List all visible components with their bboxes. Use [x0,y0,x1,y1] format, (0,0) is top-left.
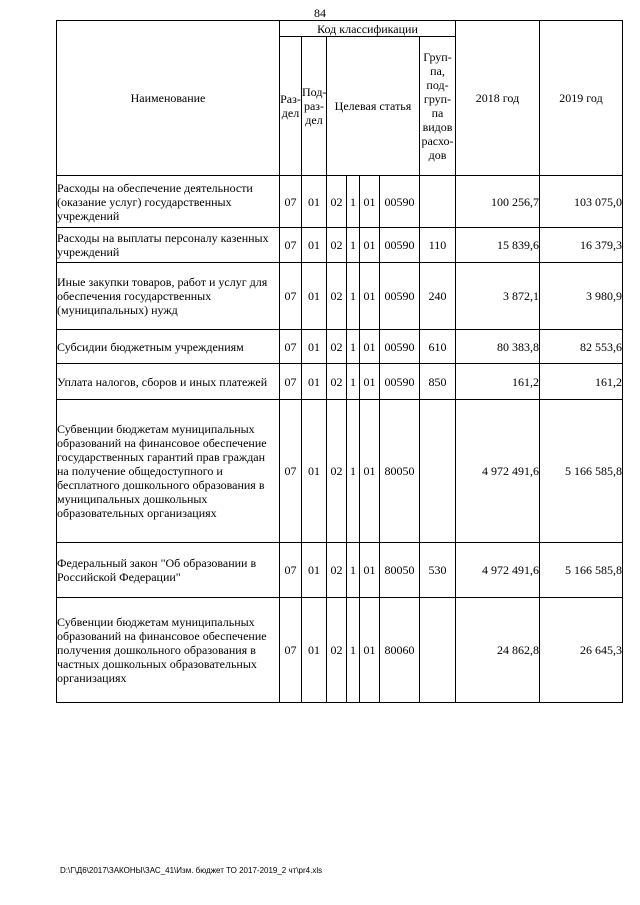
column-header-2018: 2018 год [456,21,540,176]
row-target-1: 02 [327,364,347,400]
column-header-target: Целевая статья [327,37,420,176]
row-target-3: 01 [360,400,380,543]
row-section: 07 [280,330,302,364]
row-subsection: 01 [302,176,327,228]
row-value-2019: 161,2 [540,364,623,400]
row-value-2019: 103 075,0 [540,176,623,228]
row-name: Иные закупки товаров, работ и услуг для обеспечения государственных (муниципальных) нужд [57,263,280,330]
row-subsection: 01 [302,263,327,330]
column-header-classification: Код классификации [280,21,456,37]
row-target-4: 00590 [380,364,420,400]
row-value-2018: 24 862,8 [456,598,540,703]
row-name: Субвенции бюджетам муниципальных образований на финансовое обеспечение государственных гарантий прав граждан на получение общедоступного и бесплатного дошкольного образования в муниципальных дошкольных образовательных организациях [57,400,280,543]
row-subsection: 01 [302,543,327,598]
row-target-4: 00590 [380,176,420,228]
row-target-1: 02 [327,228,347,263]
table-row [57,543,623,598]
row-value-2018: 15 839,6 [456,228,540,263]
table-row [57,598,623,703]
row-name: Расходы на обеспечение деятельности (оказание услуг) государственных учреждений [57,176,280,228]
row-target-4: 80050 [380,543,420,598]
row-value-2018: 161,2 [456,364,540,400]
row-group [420,176,456,228]
row-target-2: 1 [347,176,360,228]
row-section: 07 [280,228,302,263]
row-group: 110 [420,228,456,263]
row-value-2019: 26 645,3 [540,598,623,703]
page-number: 84 [314,6,326,20]
table-row [57,176,623,228]
row-subsection: 01 [302,364,327,400]
row-name: Расходы на выплаты персоналу казенных учреждений [57,228,280,263]
row-target-1: 02 [327,330,347,364]
row-target-1: 02 [327,263,347,330]
row-target-1: 02 [327,543,347,598]
row-group [420,598,456,703]
row-group: 610 [420,330,456,364]
row-target-3: 01 [360,263,380,330]
row-value-2019: 5 166 585,8 [540,400,623,543]
column-header-expense-group: Груп- па, под- груп- па видов расхо- дов [420,37,456,176]
row-value-2018: 3 872,1 [456,263,540,330]
row-section: 07 [280,263,302,330]
row-group: 530 [420,543,456,598]
row-section: 07 [280,400,302,543]
row-section: 07 [280,598,302,703]
table-row [57,364,623,400]
row-target-3: 01 [360,228,380,263]
row-target-3: 01 [360,543,380,598]
row-group: 240 [420,263,456,330]
column-header-name: Наименование [57,21,280,176]
column-header-2019: 2019 год [540,21,623,176]
row-subsection: 01 [302,330,327,364]
row-target-2: 1 [347,598,360,703]
column-header-section: Раз- дел [280,37,302,176]
row-target-2: 1 [347,400,360,543]
row-section: 07 [280,543,302,598]
row-target-4: 80050 [380,400,420,543]
file-path-footer: D:\Г\Д6\2017\ЗАКОНЫ\ЗАС_41\Изм. бюджет ТО 2017-2019_2 чт\pr4.xls [60,866,323,875]
row-target-2: 1 [347,330,360,364]
column-header-subsection: Под- раз- дел [302,37,327,176]
row-target-2: 1 [347,364,360,400]
row-target-3: 01 [360,598,380,703]
row-target-3: 01 [360,176,380,228]
row-target-2: 1 [347,543,360,598]
budget-table [56,20,623,703]
row-group: 850 [420,364,456,400]
row-name: Уплата налогов, сборов и иных платежей [57,364,280,400]
row-target-1: 02 [327,598,347,703]
row-value-2019: 3 980,9 [540,263,623,330]
table-row [57,228,623,263]
row-target-1: 02 [327,400,347,543]
table-row [57,400,623,543]
row-target-1: 02 [327,176,347,228]
row-value-2019: 5 166 585,8 [540,543,623,598]
row-target-4: 00590 [380,263,420,330]
row-subsection: 01 [302,598,327,703]
row-target-4: 00590 [380,330,420,364]
row-target-4: 00590 [380,228,420,263]
row-target-4: 80060 [380,598,420,703]
row-subsection: 01 [302,228,327,263]
row-name: Субсидии бюджетным учреждениям [57,330,280,364]
row-name: Субвенции бюджетам муниципальных образований на финансовое обеспечение получения дошкольного образования в частных дошкольных образовательных организациях [57,598,280,703]
row-target-2: 1 [347,263,360,330]
row-section: 07 [280,176,302,228]
row-value-2018: 80 383,8 [456,330,540,364]
row-value-2019: 16 379,3 [540,228,623,263]
row-value-2018: 4 972 491,6 [456,400,540,543]
row-group [420,400,456,543]
row-target-3: 01 [360,364,380,400]
row-name: Федеральный закон "Об образовании в Российской Федерации" [57,543,280,598]
row-subsection: 01 [302,400,327,543]
row-target-3: 01 [360,330,380,364]
table-row [57,263,623,330]
row-target-2: 1 [347,228,360,263]
row-section: 07 [280,364,302,400]
row-value-2018: 4 972 491,6 [456,543,540,598]
table-row [57,330,623,364]
row-value-2018: 100 256,7 [456,176,540,228]
row-value-2019: 82 553,6 [540,330,623,364]
